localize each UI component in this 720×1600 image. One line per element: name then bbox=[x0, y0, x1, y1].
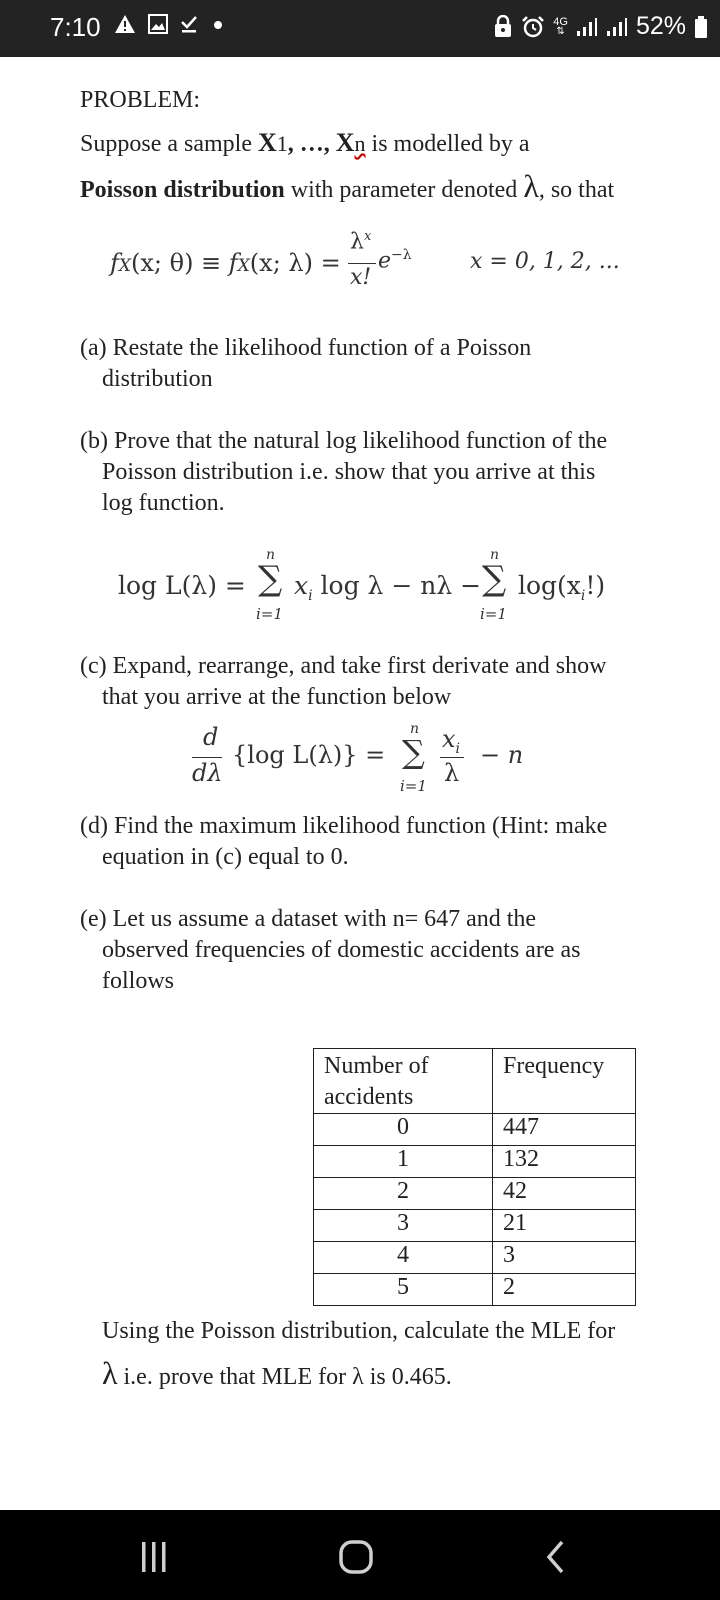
accidents-cell: 5 bbox=[314, 1274, 493, 1306]
navigation-bar bbox=[0, 1510, 720, 1600]
closing-text: i.e. prove that MLE for λ is 0.465. bbox=[117, 1364, 452, 1390]
sum3-top: n bbox=[410, 721, 420, 737]
table-row bbox=[314, 1274, 636, 1306]
lock-icon bbox=[493, 15, 513, 39]
table-row bbox=[314, 1114, 636, 1146]
frac-x: x bbox=[442, 725, 456, 753]
part-b-line2: Poisson distribution i.e. show that you arrive at this bbox=[102, 459, 596, 485]
frac-sub: i bbox=[455, 740, 461, 757]
pmf-f2: f bbox=[228, 249, 238, 277]
part-b-line3: log function. bbox=[102, 490, 225, 516]
intro-dots: , …, bbox=[287, 131, 336, 157]
frac-lambda: λ bbox=[444, 759, 460, 787]
pmf-sub-x2: X bbox=[237, 256, 250, 276]
deriv-body: {log L(λ)} = bbox=[232, 741, 386, 769]
problem-intro-line2 bbox=[80, 168, 615, 206]
accidents-cell: 1 bbox=[314, 1146, 493, 1178]
frac-num bbox=[442, 725, 460, 757]
accidents-cell: 2 bbox=[314, 1178, 493, 1210]
intro-text-d: , so that bbox=[538, 177, 615, 203]
part-a-line2: distribution bbox=[102, 366, 213, 392]
sum3-bottom: i=1 bbox=[400, 777, 427, 795]
battery-icon bbox=[694, 15, 708, 39]
sample-x1-var: X bbox=[257, 128, 277, 157]
term1-rest: log λ − nλ − bbox=[312, 571, 482, 600]
dot-icon bbox=[210, 14, 226, 34]
lambda-symbol: λ bbox=[523, 168, 539, 204]
sum1-top: n bbox=[266, 547, 276, 563]
pmf-sub-x: X bbox=[118, 256, 131, 276]
log-likelihood-formula bbox=[118, 547, 678, 637]
problem-intro-line1 bbox=[80, 127, 530, 160]
pmf-e: e bbox=[378, 248, 392, 274]
intro-text-a: Suppose a sample bbox=[80, 131, 258, 157]
home-icon[interactable] bbox=[338, 1539, 374, 1575]
pmf-fraction-bar bbox=[348, 263, 376, 264]
intro-text-b: is modelled by a bbox=[365, 131, 530, 157]
deriv-d: d bbox=[203, 723, 219, 751]
table-row bbox=[314, 1210, 636, 1242]
battery-percentage: 52% bbox=[635, 12, 686, 40]
warning-icon bbox=[114, 14, 136, 34]
pmf-f: f bbox=[110, 249, 119, 277]
term2-rest: !) bbox=[585, 571, 606, 600]
frequency-cell: 2 bbox=[493, 1274, 636, 1306]
loglik-term1 bbox=[294, 571, 481, 604]
accidents-cell: 3 bbox=[314, 1210, 493, 1242]
part-d-line2: equation in (c) equal to 0. bbox=[102, 844, 349, 870]
sum3-symbol: ∑ bbox=[402, 733, 425, 771]
pmf-exp bbox=[378, 247, 412, 273]
sum2-symbol: ∑ bbox=[482, 559, 507, 599]
table-row bbox=[314, 1146, 636, 1178]
accidents-cell: 0 bbox=[314, 1114, 493, 1146]
network-type-label: 4G bbox=[553, 15, 568, 28]
closing-line1: Using the Poisson distribution, calculate the MLE for bbox=[102, 1318, 616, 1344]
pmf-args2: (x; λ) = bbox=[249, 249, 341, 277]
alarm-icon bbox=[521, 15, 545, 39]
pmf-lhs bbox=[110, 249, 341, 277]
system-icons bbox=[493, 12, 708, 41]
accidents-cell: 4 bbox=[314, 1242, 493, 1274]
pmf-numerator bbox=[350, 229, 371, 254]
sum1-symbol: ∑ bbox=[258, 559, 283, 599]
pmf-domain-text: x = 0, 1, 2, ... bbox=[470, 249, 620, 274]
closing-lambda: λ bbox=[102, 1355, 118, 1391]
pmf-args1: (x; θ) ≡ bbox=[131, 249, 229, 277]
recent-apps-icon[interactable] bbox=[137, 1540, 171, 1574]
problem-heading: PROBLEM: bbox=[80, 87, 201, 113]
poisson-pmf-formula bbox=[110, 225, 630, 305]
signal-icon bbox=[576, 17, 598, 37]
part-e-line3: follows bbox=[102, 968, 174, 994]
deriv-tail: − n bbox=[480, 741, 524, 769]
term1-sub: i bbox=[308, 588, 313, 604]
header-accidents-line2: accidents bbox=[324, 1084, 414, 1110]
poisson-bold: Poisson distribution bbox=[80, 177, 285, 203]
table-row bbox=[314, 1178, 636, 1210]
term2-log: log(x bbox=[518, 571, 581, 600]
sample-xn-var: X bbox=[335, 128, 355, 157]
pmf-domain bbox=[470, 249, 620, 274]
image-icon bbox=[148, 14, 168, 34]
part-b-line1: (b) Prove that the natural log likelihood function of the bbox=[80, 428, 608, 454]
status-time: 7:10 bbox=[50, 12, 101, 42]
network-4g-icon: 4G ⇅ bbox=[553, 15, 568, 37]
deriv-bar bbox=[192, 757, 222, 758]
sum2-top: n bbox=[490, 547, 500, 563]
sample-x1-sub: 1 bbox=[276, 131, 288, 156]
back-icon[interactable] bbox=[544, 1539, 568, 1575]
sum2-bottom: i=1 bbox=[480, 605, 507, 623]
part-e-line1: (e) Let us assume a dataset with n= 647 and the bbox=[80, 906, 537, 932]
frequency-cell: 42 bbox=[493, 1178, 636, 1210]
header-accidents-line1: Number of bbox=[324, 1053, 429, 1079]
pmf-exp-sup: −λ bbox=[391, 247, 412, 263]
frequency-cell: 3 bbox=[493, 1242, 636, 1274]
pmf-denominator bbox=[350, 265, 371, 290]
frequency-cell: 132 bbox=[493, 1146, 636, 1178]
part-d-line1: (d) Find the maximum likelihood function (Hint: make bbox=[80, 813, 608, 839]
table-header-row bbox=[314, 1049, 636, 1114]
table-row bbox=[314, 1242, 636, 1274]
part-c-line2: that you arrive at the function below bbox=[102, 684, 452, 710]
part-e-line2: observed frequencies of domestic accidents are as bbox=[102, 937, 581, 963]
pmf-num-lambda: λ bbox=[350, 229, 364, 255]
header-frequency: Frequency bbox=[493, 1049, 636, 1114]
pmf-num-sup: x bbox=[363, 229, 372, 244]
closing-line2 bbox=[102, 1355, 452, 1393]
signal-icon bbox=[606, 17, 628, 37]
frequency-cell: 447 bbox=[493, 1114, 636, 1146]
term2-sub: i bbox=[580, 588, 586, 604]
deriv-dlambda: dλ bbox=[192, 759, 223, 787]
document-content bbox=[0, 57, 720, 1510]
part-a-line1: (a) Restate the likelihood function of a Poisson bbox=[80, 335, 532, 361]
derivative-formula bbox=[190, 717, 550, 807]
accident-frequency-table bbox=[313, 1048, 636, 1306]
loglik-lhs: log L(λ) = bbox=[118, 571, 246, 600]
sum1-bottom: i=1 bbox=[256, 605, 283, 623]
status-bar bbox=[0, 0, 720, 57]
check-download-icon bbox=[180, 14, 198, 34]
notification-icons bbox=[114, 14, 226, 34]
loglik-term2 bbox=[518, 571, 605, 604]
sample-x1 bbox=[258, 128, 288, 157]
part-c-line1: (c) Expand, rearrange, and take first derivate and show bbox=[80, 653, 607, 679]
intro-text-c: with parameter denoted bbox=[284, 177, 524, 203]
pmf-den: x! bbox=[350, 265, 372, 290]
sample-xn bbox=[336, 128, 366, 157]
frac-bar bbox=[440, 757, 464, 758]
frequency-cell: 21 bbox=[493, 1210, 636, 1242]
term1-x: x bbox=[294, 571, 309, 600]
sample-xn-sub: n bbox=[354, 131, 366, 156]
header-accidents bbox=[314, 1049, 493, 1114]
